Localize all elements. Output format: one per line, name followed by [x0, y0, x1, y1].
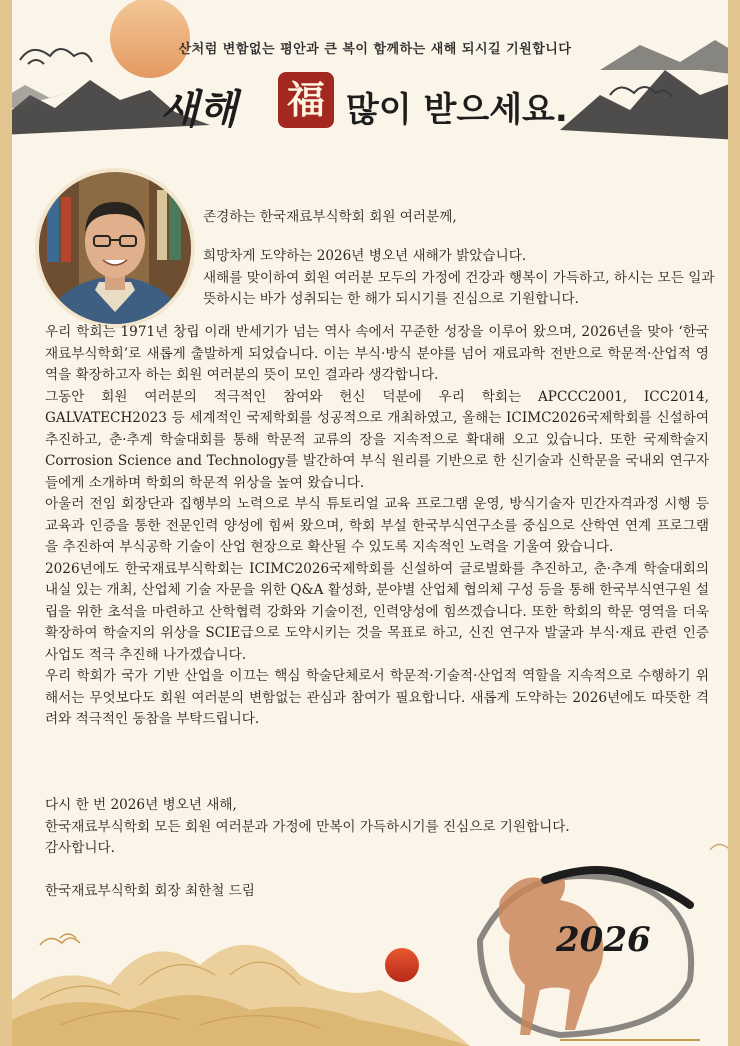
fortune-badge: 福 — [278, 72, 334, 128]
body-paragraph: 그동안 회원 여러분의 적극적인 참여와 헌신 덕분에 우리 학회는 APCCC2001, ICC2014, GALVATECH2023 등 세계적인 국제학회를 성공적으로 개최하였고, 올해는 ICIMC2026국제학회를 신설하여 추진하고, 춘·추계 학술대회를 통해 학문적 교류의 장을 지속적으로 확대해 오고 있습니다. 또한 국제학술지 Corrosion Science and Technology를 발간하여 부식 원리를 기반으로 한 신기술과 신학문을 국내외 연구자들에게 소개하며 학회의 학문적 위상을 높여 왔습니다. — [45, 388, 709, 491]
page-title — [150, 72, 620, 142]
letter-closing — [45, 795, 709, 860]
year-calligraphy: 2026 — [556, 920, 651, 960]
title-left-text: 새해 — [160, 87, 238, 133]
red-sun-icon — [385, 948, 419, 982]
closing-line: 한국재료부식학회 모든 회원 여러분과 가정에 만복이 가득하시기를 진심으로 기원합니다. — [45, 818, 570, 835]
letter-intro — [203, 246, 723, 311]
intro-line: 새해를 맞이하여 회원 여러분 모두의 가정에 건강과 행복이 가득하고, 하시는 모든 일과 뜻하시는 바가 성취되는 한 해가 되시기를 진심으로 기원합니다. — [203, 269, 715, 307]
body-paragraph: 우리 학회가 국가 기반 산업을 이끄는 핵심 학술단체로서 학문적·기술적·산업적 역할을 지속적으로 수행하기 위해서는 무엇보다도 회원 여러분의 변함없는 관심과 참여가 필요합니다. 새롭게 도약하는 2026년에도 따뜻한 격려와 적극적인 동참을 부탁드립니다. — [45, 668, 709, 727]
closing-line: 감사합니다. — [45, 840, 115, 856]
header-tagline: 산처럼 변함없는 평안과 큰 복이 함께하는 새해 되시길 기원합니다 — [178, 42, 572, 57]
letter-greeting: 존경하는 한국재료부식학회 회원 여러분께, — [203, 209, 457, 225]
body-paragraph: 아울러 전임 회장단과 집행부의 노력으로 부식 튜토리얼 교육 프로그램 운영, 방식기술자 민간자격과정 시행 등 교육과 인증을 통한 전문인력 양성에 힘써 왔으며, 학회 부설 한국부식연구소를 중심으로 산학연 연계 프로그램을 추진하여 부식공학 기술이 산업 현장으로 확산될 수 있도록 지속적인 노력을 기울여 왔습니다. — [45, 496, 709, 555]
body-paragraph: 2026년에도 한국재료부식학회는 ICIMC2026국제학회를 신설하여 글로벌화를 추진하고, 춘·추계 학술대회의 내실 있는 개최, 산업체 기술 자문을 위한 Q&A 활성화, 분야별 산업체 협의체 구성 등을 통해 한국부식연구원 설립을 위한 초석을 마련하고 산학협력 강화와 기술이전, 인력양성에 힘쓰겠습니다. 또한 학회의 학문 영역을 더욱 확장하여 학술지의 위상을 SCIE급으로 도약시키는 것을 목표로 하고, 신진 연구자 발굴과 부식·재료 관련 인증 사업도 적극 추진해 나가겠습니다. — [45, 560, 709, 663]
intro-line: 희망차게 도약하는 2026년 병오년 새해가 밝았습니다. — [203, 248, 527, 264]
body-paragraph: 우리 학회는 1971년 창립 이래 반세기가 넘는 역사 속에서 꾸준한 성장을 이루어 왔으며, 2026년을 맞아 ‘한국재료부식학회’로 새롭게 출발하게 되었습니다. 이는 부식·방식 분야를 넘어 재료과학 전반으로 학문적·산업적 영역을 확장하고자 하는 회원 여러분의 뜻이 모인 결과라 생각합니다. — [45, 324, 709, 383]
closing-line: 다시 한 번 2026년 병오년 새해, — [45, 797, 237, 813]
right-border — [728, 0, 740, 1046]
president-portrait — [35, 168, 195, 328]
title-right-text: 많이 받으세요. — [346, 90, 568, 130]
left-border — [0, 0, 12, 1046]
letter-body — [45, 322, 709, 731]
cloud-left-icon — [20, 49, 92, 64]
letter-signature: 한국재료부식학회 회장 최한철 드림 — [45, 883, 255, 899]
